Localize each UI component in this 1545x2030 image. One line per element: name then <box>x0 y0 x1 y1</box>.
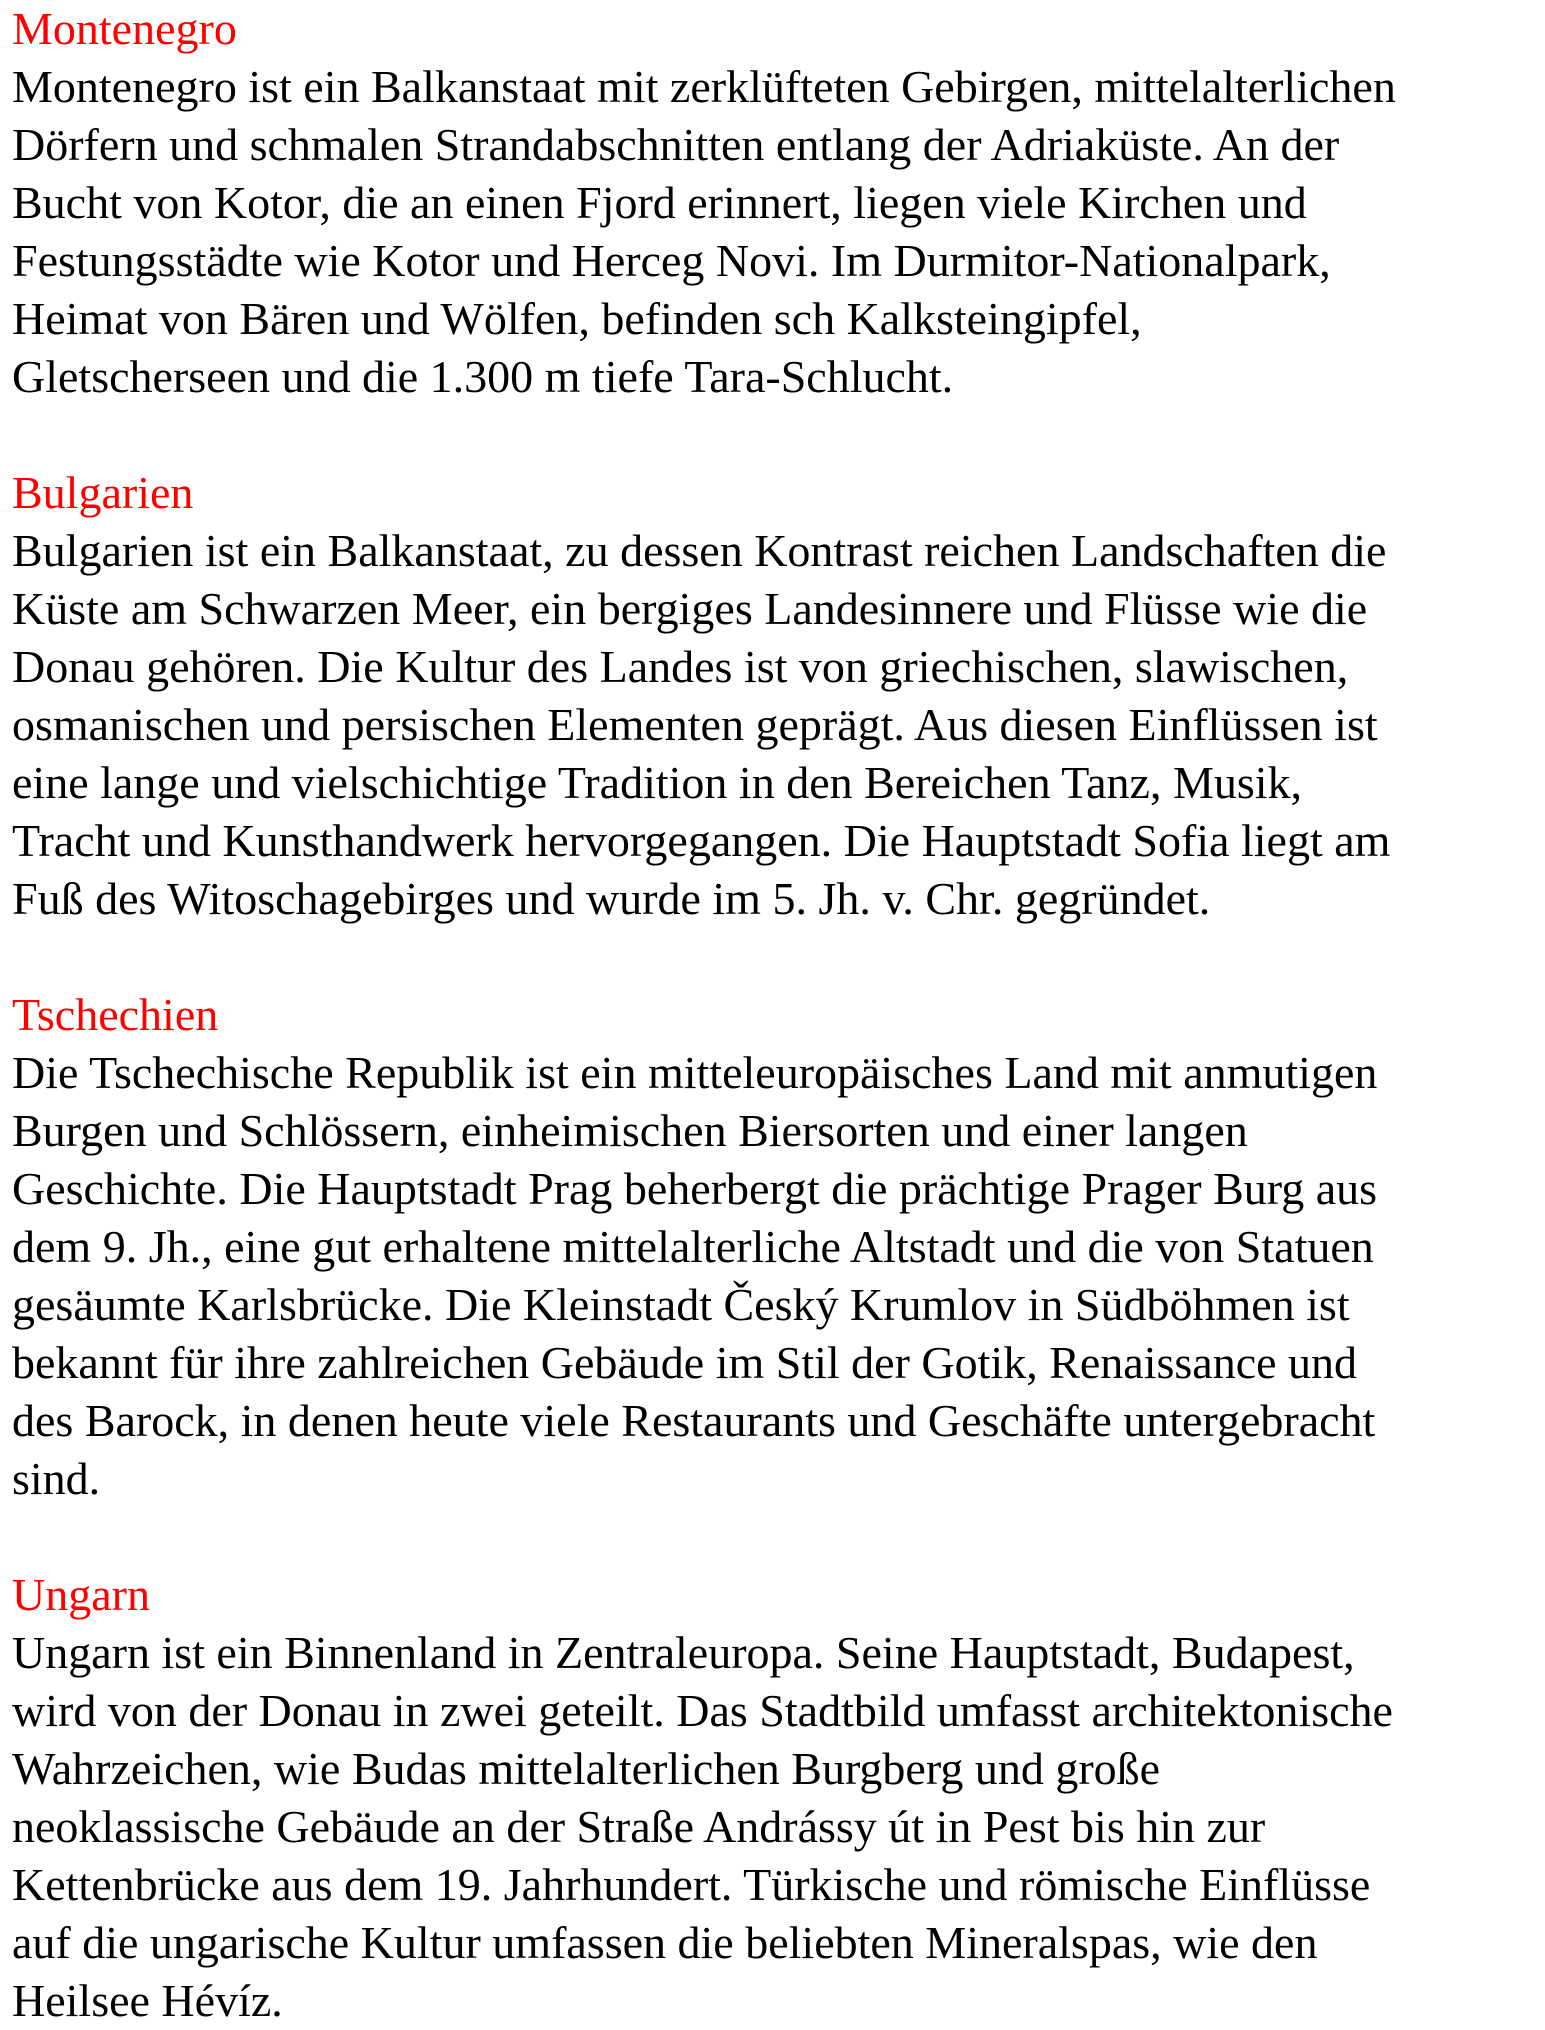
section-title: Montenegro <box>12 3 237 54</box>
section-tschechien <box>12 986 1537 1508</box>
section-title: Ungarn <box>12 1569 150 1620</box>
section-text: Die Tschechische Republik ist ein mitteleuropäisches Land mit anmutigen Burgen und Schlössern, einheimischen Biersorten und einer langen Geschichte. Die Hauptstadt Prag beherbergt die prächtige Prager Burg aus dem 9. Jh., eine gut erhaltene mittelalterliche Altstadt und die von Statuen gesäumte Karlsbrücke. Die Kleinstadt Český Krumlov in Südböhmen ist bekannt für ihre zahlreichen Gebäude im Stil der Gotik, Renaissance und des Barock, in denen heute viele Restaurants und Geschäfte untergebracht sind. <box>12 1047 1378 1504</box>
section-text: Montenegro ist ein Balkanstaat mit zerklüfteten Gebirgen, mittelalterlichen Dörfern und schmalen Strandabschnitten entlang der Adriaküste. An der Bucht von Kotor, die an einen Fjord erinnert, liegen viele Kirchen und Festungsstädte wie Kotor und Herceg Novi. Im Durmitor-Nationalpark, Heimat von Bären und Wölfen, befinden sch Kalksteingipfel, Gletscherseen und die 1.300 m tiefe Tara-Schlucht. <box>12 61 1396 402</box>
section-text: Bulgarien ist ein Balkanstaat, zu dessen Kontrast reichen Landschaften die Küste am Schwarzen Meer, ein bergiges Landesinnere und Flüsse wie die Donau gehören. Die Kultur des Landes ist von griechischen, slawischen, osmanischen und persischen Elementen geprägt. Aus diesen Einflüssen ist eine lange und vielschichtige Tradition in den Bereichen Tanz, Musik, Tracht und Kunsthandwerk hervorgegangen. Die Hauptstadt Sofia liegt am Fuß des Witoschagebirges und wurde im 5. Jh. v. Chr. gegründet. <box>12 525 1391 924</box>
section-title: Tschechien <box>12 989 219 1040</box>
document-page <box>12 0 1537 2030</box>
section-text: Ungarn ist ein Binnenland in Zentraleuropa. Seine Hauptstadt, Budapest, wird von der Donau in zwei geteilt. Das Stadtbild umfasst architektonische Wahrzeichen, wie Budas mittelalterlichen Burgberg und große neoklassische Gebäude an der Straße Andrássy út in Pest bis hin zur Kettenbrücke aus dem 19. Jahrhundert. Türkische und römische Einflüsse auf die ungarische Kultur umfassen die beliebten Mineralspas, wie den Heilsee Hévíz. <box>12 1627 1393 2026</box>
section-title: Bulgarien <box>12 467 194 518</box>
section-montenegro <box>12 0 1537 406</box>
section-ungarn <box>12 1566 1537 2030</box>
section-bulgarien <box>12 464 1537 928</box>
